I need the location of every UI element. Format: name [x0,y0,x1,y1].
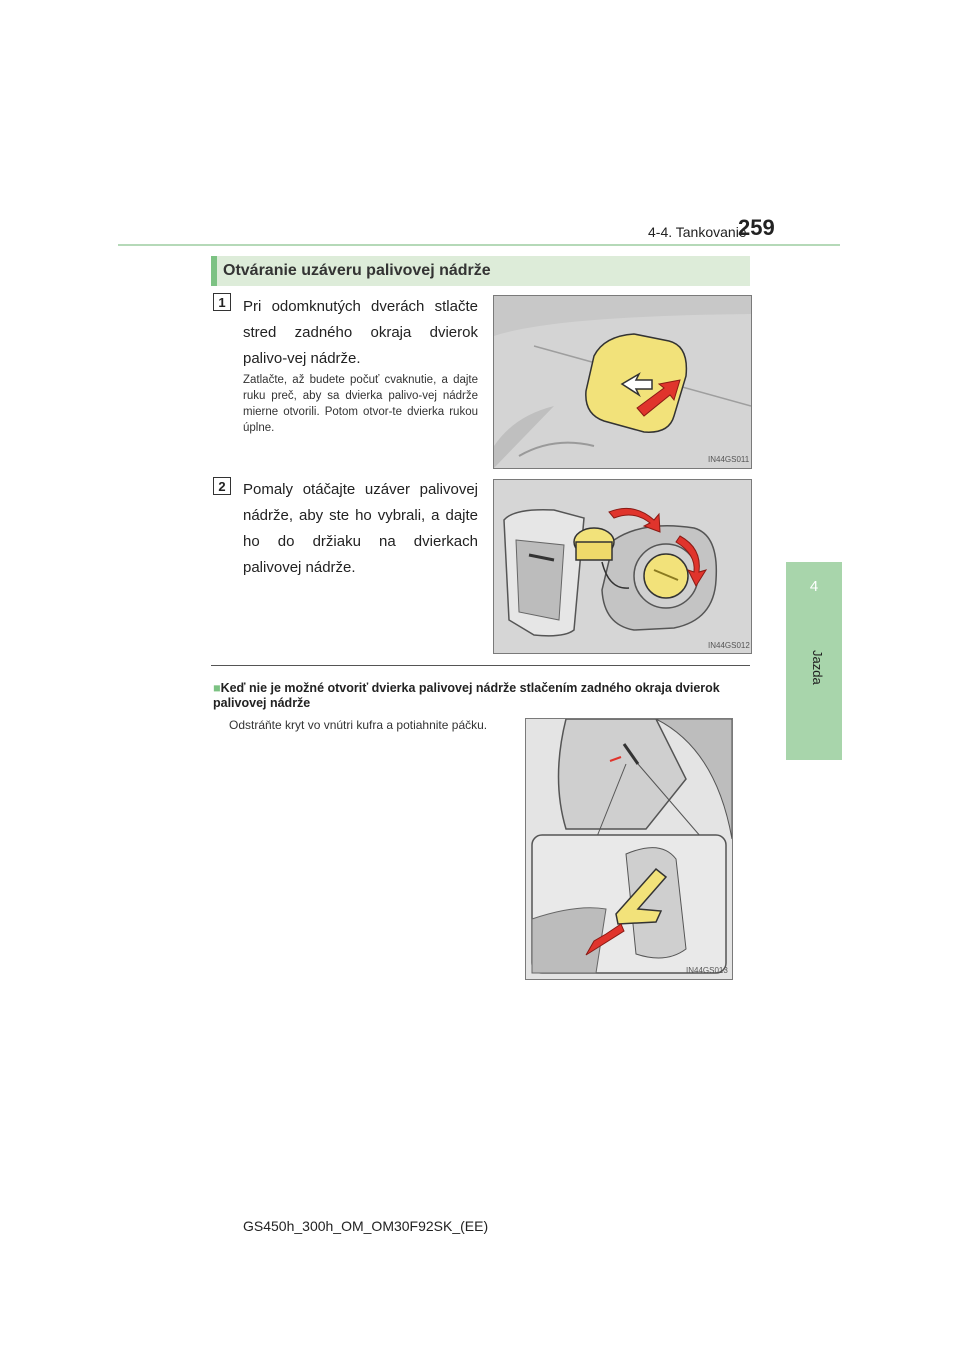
header-rule [118,244,840,246]
section-title: Otváranie uzáveru palivovej nádrže [223,262,491,279]
image-code-2: IN44GS012 [708,641,750,650]
chapter-number: 4 [809,578,819,595]
step-2-number: 2 [213,477,231,495]
note-divider [211,665,750,666]
step-1-number: 1 [213,293,231,311]
trunk-lever-drawing [526,719,732,979]
chapter-label: Jazda [810,649,825,685]
note-body: Odstráňte kryt vo vnútri kufra a potiahnite páčku. [229,718,488,732]
page-number: 259 [738,215,775,240]
note-title: Keď nie je možné otvoriť dvierka palivovej nádrže stlačením zadného okraja dvierok palivovej nádrže [213,681,720,710]
fuel-cap-remove-drawing [494,480,751,653]
image-code-1: IN44GS011 [708,455,750,464]
step-1-subtext: Zatlačte, až budete počuť cvaknutie, a dajte ruku preč, aby sa dvierka palivo-vej nádrže mierne otvorili. Potom otvor-te dvierka rukou úplne. [243,374,478,434]
header-section-title: 4-4. Tankovanie [648,224,747,240]
fuel-door-press-illustration [493,295,752,469]
step-2-text: Pomaly otáčajte uzáver palivovej nádrže, aby ste ho vybrali, a dajte ho do držiaku na dvierkach palivovej nádrže. [243,481,478,576]
fuel-door-press-drawing [494,296,751,468]
document-code-footer: GS450h_300h_OM_OM30F92SK_(EE) [243,1218,489,1234]
step-1-text: Pri odomknutých dverách stlačte stred zadného okraja dvierok palivo-vej nádrže. [243,298,478,367]
fuel-cap-remove-illustration [493,479,752,654]
image-code-3: IN44GS013 [686,966,728,975]
trunk-lever-illustration [525,718,733,980]
note-marker-icon: ■ [213,681,221,695]
note-heading [213,681,750,711]
